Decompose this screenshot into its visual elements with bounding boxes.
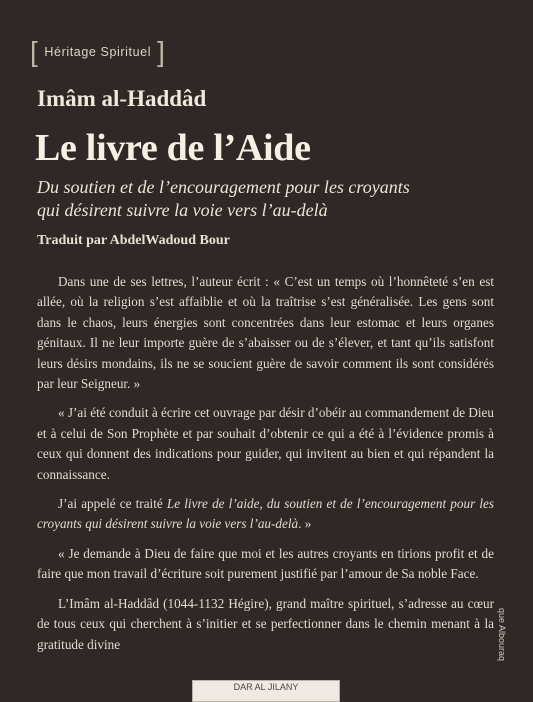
blurb-paragraph-1: Dans une de ses lettres, l’auteur écrit : « C’est un temps où l’honnêteté s’en est allée, où la religion s’est affaiblie et où la traîtrise s’est généralisée. Les gens sont dans le chaos, leurs énergies sont concentrées dans leur estomac et leurs organes génitaux. Il ne leur importe guère de s’abaisser ou de s’élever, et tant qu’ils satisfont leurs désirs mondains, ils ne se soucient guère de savoir comment ils sont considérés par leur Seigneur. » xyxy=(37,274,494,392)
library-sticker: DAR AL JILANY xyxy=(192,680,340,702)
blurb-paragraph-2: « J’ai été conduit à écrire cet ouvrage par désir d’obéir au commandement de Dieu et à celui de Son Prophète et par souhait d’obtenir ce qui a été à l’évidence promis à ceux qui donnent des indications pour guider, qui invitent au bien et qui répandent la connaissance. xyxy=(37,405,494,482)
blurb-paragraph-4: « Je demande à Dieu de faire que moi et les autres croyants en tirions profit et de faire que mon travail d’écriture soit purement justifié par l’amour de Sa noble Face. xyxy=(37,545,494,582)
blurb-paragraph-3 xyxy=(37,494,494,535)
para3-suffix: . » xyxy=(298,516,312,532)
blurb-text xyxy=(37,272,494,664)
para3-prefix: J’ai appelé ce traité xyxy=(58,496,167,512)
series-label xyxy=(30,36,165,68)
para3-italic-title: Le livre de l’aide, du soutien et de l’encouragement pour les croyants qui désirent suivre la voie vers l’au-delà xyxy=(37,496,495,532)
publisher-side-text: que Albouraq xyxy=(497,608,507,662)
bracket-left: [ xyxy=(30,36,39,67)
bracket-right: ] xyxy=(157,36,166,67)
translator-credit: Traduit par AbdelWadoud Bour xyxy=(37,233,230,248)
book-title: Le livre de l’Aide xyxy=(35,127,311,169)
subtitle-line-2: qui désirent suivre la voie vers l’au-delà xyxy=(37,200,328,220)
series-text: Héritage Spirituel xyxy=(44,45,152,59)
author-name: Imâm al-Haddâd xyxy=(37,86,207,111)
book-subtitle xyxy=(37,176,507,222)
blurb-paragraph-5: L’Imâm al-Haddâd (1044-1132 Hégire), grand maître spirituel, s’adresse au cœur de tous ceux qui cherchent à s’initier et se perfectionner dans le chemin menant à la gratitude divine xyxy=(37,595,494,652)
subtitle-line-1: Du soutien et de l’encouragement pour les croyants xyxy=(37,177,410,197)
